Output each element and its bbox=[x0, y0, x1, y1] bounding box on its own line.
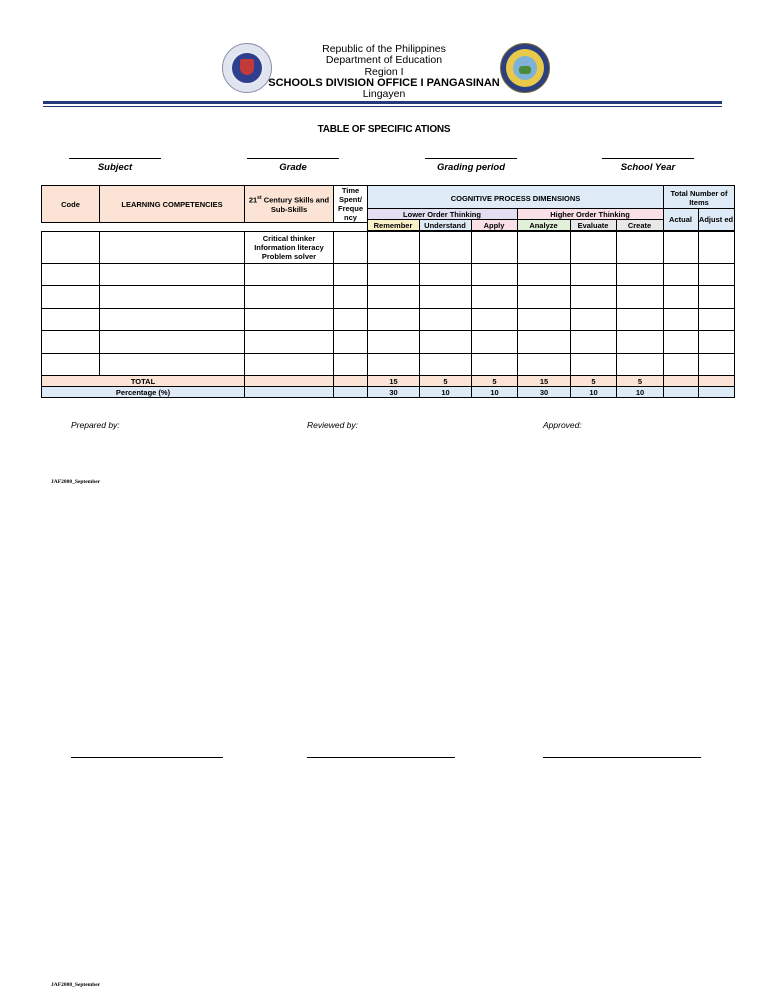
competency-cell[interactable] bbox=[100, 232, 245, 264]
header-region: Region I bbox=[364, 66, 404, 78]
header-21st-century-skills: 21st Century Skills and Sub-Skills bbox=[245, 186, 334, 223]
header-code: Code bbox=[42, 186, 100, 223]
footer-code-bottom: JAF2008_September bbox=[51, 982, 101, 988]
approved-signature-line[interactable] bbox=[543, 757, 701, 758]
percentage-remember: 30 bbox=[368, 387, 420, 398]
skill-item: Information literacy bbox=[254, 243, 324, 252]
footer-code: JAF2008_September bbox=[51, 479, 101, 485]
header-total-items: Total Number of Items bbox=[664, 186, 735, 211]
header-learning-competencies: LEARNING COMPETENCIES bbox=[100, 186, 245, 223]
percentage-apply: 10 bbox=[472, 387, 518, 398]
prepared-signature-line[interactable] bbox=[71, 757, 223, 758]
reviewed-signature-line[interactable] bbox=[307, 757, 455, 758]
skills-cell[interactable] bbox=[245, 232, 334, 264]
grading-period-label: Grading period bbox=[436, 162, 506, 173]
header-rule bbox=[43, 101, 722, 104]
percentage-analyze: 30 bbox=[518, 387, 571, 398]
header-apply: Apply bbox=[471, 220, 517, 231]
table-row bbox=[42, 331, 735, 354]
percentage-label: Percentage (%) bbox=[42, 387, 245, 398]
time-cell[interactable] bbox=[334, 232, 368, 264]
reviewed-by-label: Reviewed by: bbox=[307, 420, 359, 430]
grade-label: Grade bbox=[279, 162, 307, 173]
school-year-label: School Year bbox=[620, 162, 676, 173]
table-row bbox=[42, 309, 735, 331]
table-row bbox=[42, 264, 735, 286]
page-title: TABLE OF SPECIFIC ATIONS bbox=[317, 124, 451, 135]
total-apply: 5 bbox=[472, 376, 518, 387]
apply-cell[interactable] bbox=[472, 232, 518, 264]
adjusted-cell[interactable] bbox=[699, 232, 735, 264]
code-cell[interactable] bbox=[42, 232, 100, 264]
header-time-spent: Time Spent/ Freque ncy bbox=[334, 186, 368, 223]
header-republic: Republic of the Philippines bbox=[322, 43, 446, 55]
actual-cell[interactable] bbox=[664, 232, 699, 264]
understand-cell[interactable] bbox=[420, 232, 472, 264]
grade-field[interactable] bbox=[247, 152, 339, 173]
percentage-evaluate: 10 bbox=[571, 387, 617, 398]
create-cell[interactable] bbox=[617, 232, 664, 264]
skill-item: Critical thinker bbox=[262, 234, 316, 243]
table-row bbox=[42, 354, 735, 376]
header-higher-order-thinking: Higher Order Thinking bbox=[517, 209, 663, 220]
analyze-cell[interactable] bbox=[518, 232, 571, 264]
grading-period-field[interactable] bbox=[425, 152, 517, 173]
subject-field[interactable] bbox=[69, 152, 161, 173]
header-analyze: Analyze bbox=[517, 220, 570, 231]
approved-label: Approved: bbox=[543, 420, 582, 430]
percentage-understand: 10 bbox=[420, 387, 472, 398]
header-remember: Remember bbox=[367, 220, 419, 231]
subject-label: Subject bbox=[97, 162, 133, 173]
percentage-create: 10 bbox=[617, 387, 664, 398]
header-lingayen: Lingayen bbox=[362, 88, 406, 100]
header-evaluate: Evaluate bbox=[570, 220, 616, 231]
total-analyze: 15 bbox=[518, 376, 571, 387]
table-row bbox=[42, 232, 735, 264]
total-understand: 5 bbox=[420, 376, 472, 387]
table-row bbox=[42, 286, 735, 309]
skill-item: Problem solver bbox=[261, 252, 317, 261]
header-actual: Actual bbox=[663, 209, 698, 231]
evaluate-cell[interactable] bbox=[571, 232, 617, 264]
header-lower-order-thinking: Lower Order Thinking bbox=[367, 209, 517, 220]
header-rule-thin bbox=[43, 106, 722, 107]
total-create: 5 bbox=[617, 376, 664, 387]
header-adjusted: Adjust ed bbox=[698, 209, 734, 231]
remember-cell[interactable] bbox=[368, 232, 420, 264]
specifications-body bbox=[41, 231, 735, 398]
prepared-by-label: Prepared by: bbox=[71, 420, 120, 430]
header-cognitive-process: COGNITIVE PROCESS DIMENSIONS bbox=[368, 186, 664, 211]
school-year-field[interactable] bbox=[602, 152, 694, 173]
header-understand: Understand bbox=[419, 220, 471, 231]
total-row bbox=[42, 376, 735, 387]
header-department: Department of Education bbox=[325, 54, 443, 66]
header-create: Create bbox=[616, 220, 663, 231]
percentage-row bbox=[42, 387, 735, 398]
specifications-subheader bbox=[41, 208, 735, 231]
total-evaluate: 5 bbox=[571, 376, 617, 387]
header-division-office: SCHOOLS DIVISION OFFICE I PANGASINAN bbox=[268, 77, 500, 89]
total-remember: 15 bbox=[368, 376, 420, 387]
total-label: TOTAL bbox=[42, 376, 245, 387]
